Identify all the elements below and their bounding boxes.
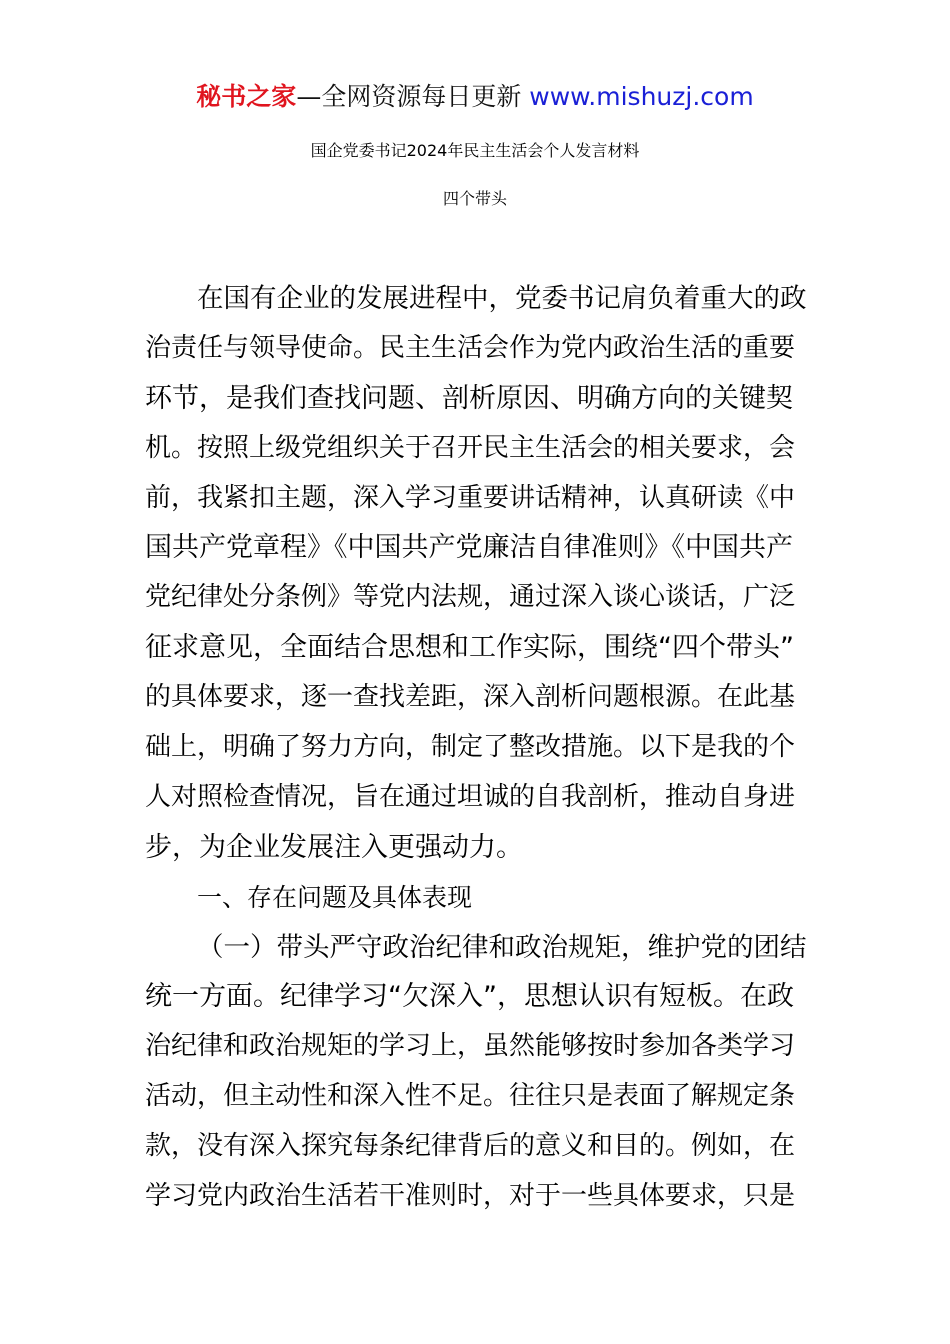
site-url-link[interactable]: www.mishuzj.com [529, 82, 754, 111]
paragraph-line: 学习党内政治生活若干准则时，对于一些具体要求，只是 [145, 1181, 796, 1212]
brand-name: 秘书之家 [196, 82, 297, 111]
paragraph-line: 步，为企业发展注入更强动力。 [145, 831, 523, 863]
document-body [145, 274, 807, 1222]
paragraph-line: （一）带头严守政治纪律和政治规矩，维护党的团结 [197, 931, 807, 963]
paragraph-line: 征求意见，全面结合思想和工作实际，围绕“四个带头” [145, 632, 794, 664]
document-title-line: 国企党委书记2024年民主生活会个人发言材料 [310, 141, 640, 160]
paragraph-line: 前，我紧扣主题，深入学习重要讲话精神，认真研读《中 [145, 482, 796, 513]
document-title [0, 127, 950, 223]
paragraph-line: 机。按照上级党组织关于召开民主生活会的相关要求，会 [145, 432, 796, 463]
paragraph-line: 治纪律和政治规矩的学习上，虽然能够按时参加各类学习 [145, 1031, 796, 1062]
paragraph-line: 础上，明确了努力方向，制定了整改措施。以下是我的个 [145, 732, 796, 763]
paragraph-line: 在国有企业的发展进程中，党委书记肩负着重大的政 [197, 283, 807, 314]
paragraph-line: 活动，但主动性和深入性不足。往往只是表面了解规定条 [145, 1081, 796, 1112]
section-heading: 一、存在问题及具体表现 [197, 882, 473, 912]
paragraph-line: 国共产党章程》《中国共产党廉洁自律准则》《中国共产 [145, 532, 793, 564]
paragraph-line: 款，没有深入探究每条纪律背后的意义和目的。例如，在 [145, 1131, 796, 1162]
paragraph-line: 治责任与领导使命。民主生活会作为党内政治生活的重要 [145, 332, 796, 363]
site-banner [0, 80, 950, 114]
document-subtitle: 四个带头 [442, 189, 507, 208]
banner-tagline: —全网资源每日更新 [296, 82, 530, 111]
paragraph-line: 党纪律处分条例》等党内法规，通过深入谈心谈话，广泛 [145, 582, 796, 613]
paragraph-line: 人对照检查情况，旨在通过坦诚的自我剖析，推动自身进 [145, 781, 796, 812]
paragraph-line: 统一方面。纪律学习“欠深入”，思想认识有短板。在政 [145, 981, 794, 1013]
paragraph-line: 环节，是我们查找问题、剖析原因、明确方向的关键契 [145, 382, 793, 414]
paragraph-line: 的具体要求，逐一查找差距，深入剖析问题根源。在此基 [145, 682, 796, 713]
